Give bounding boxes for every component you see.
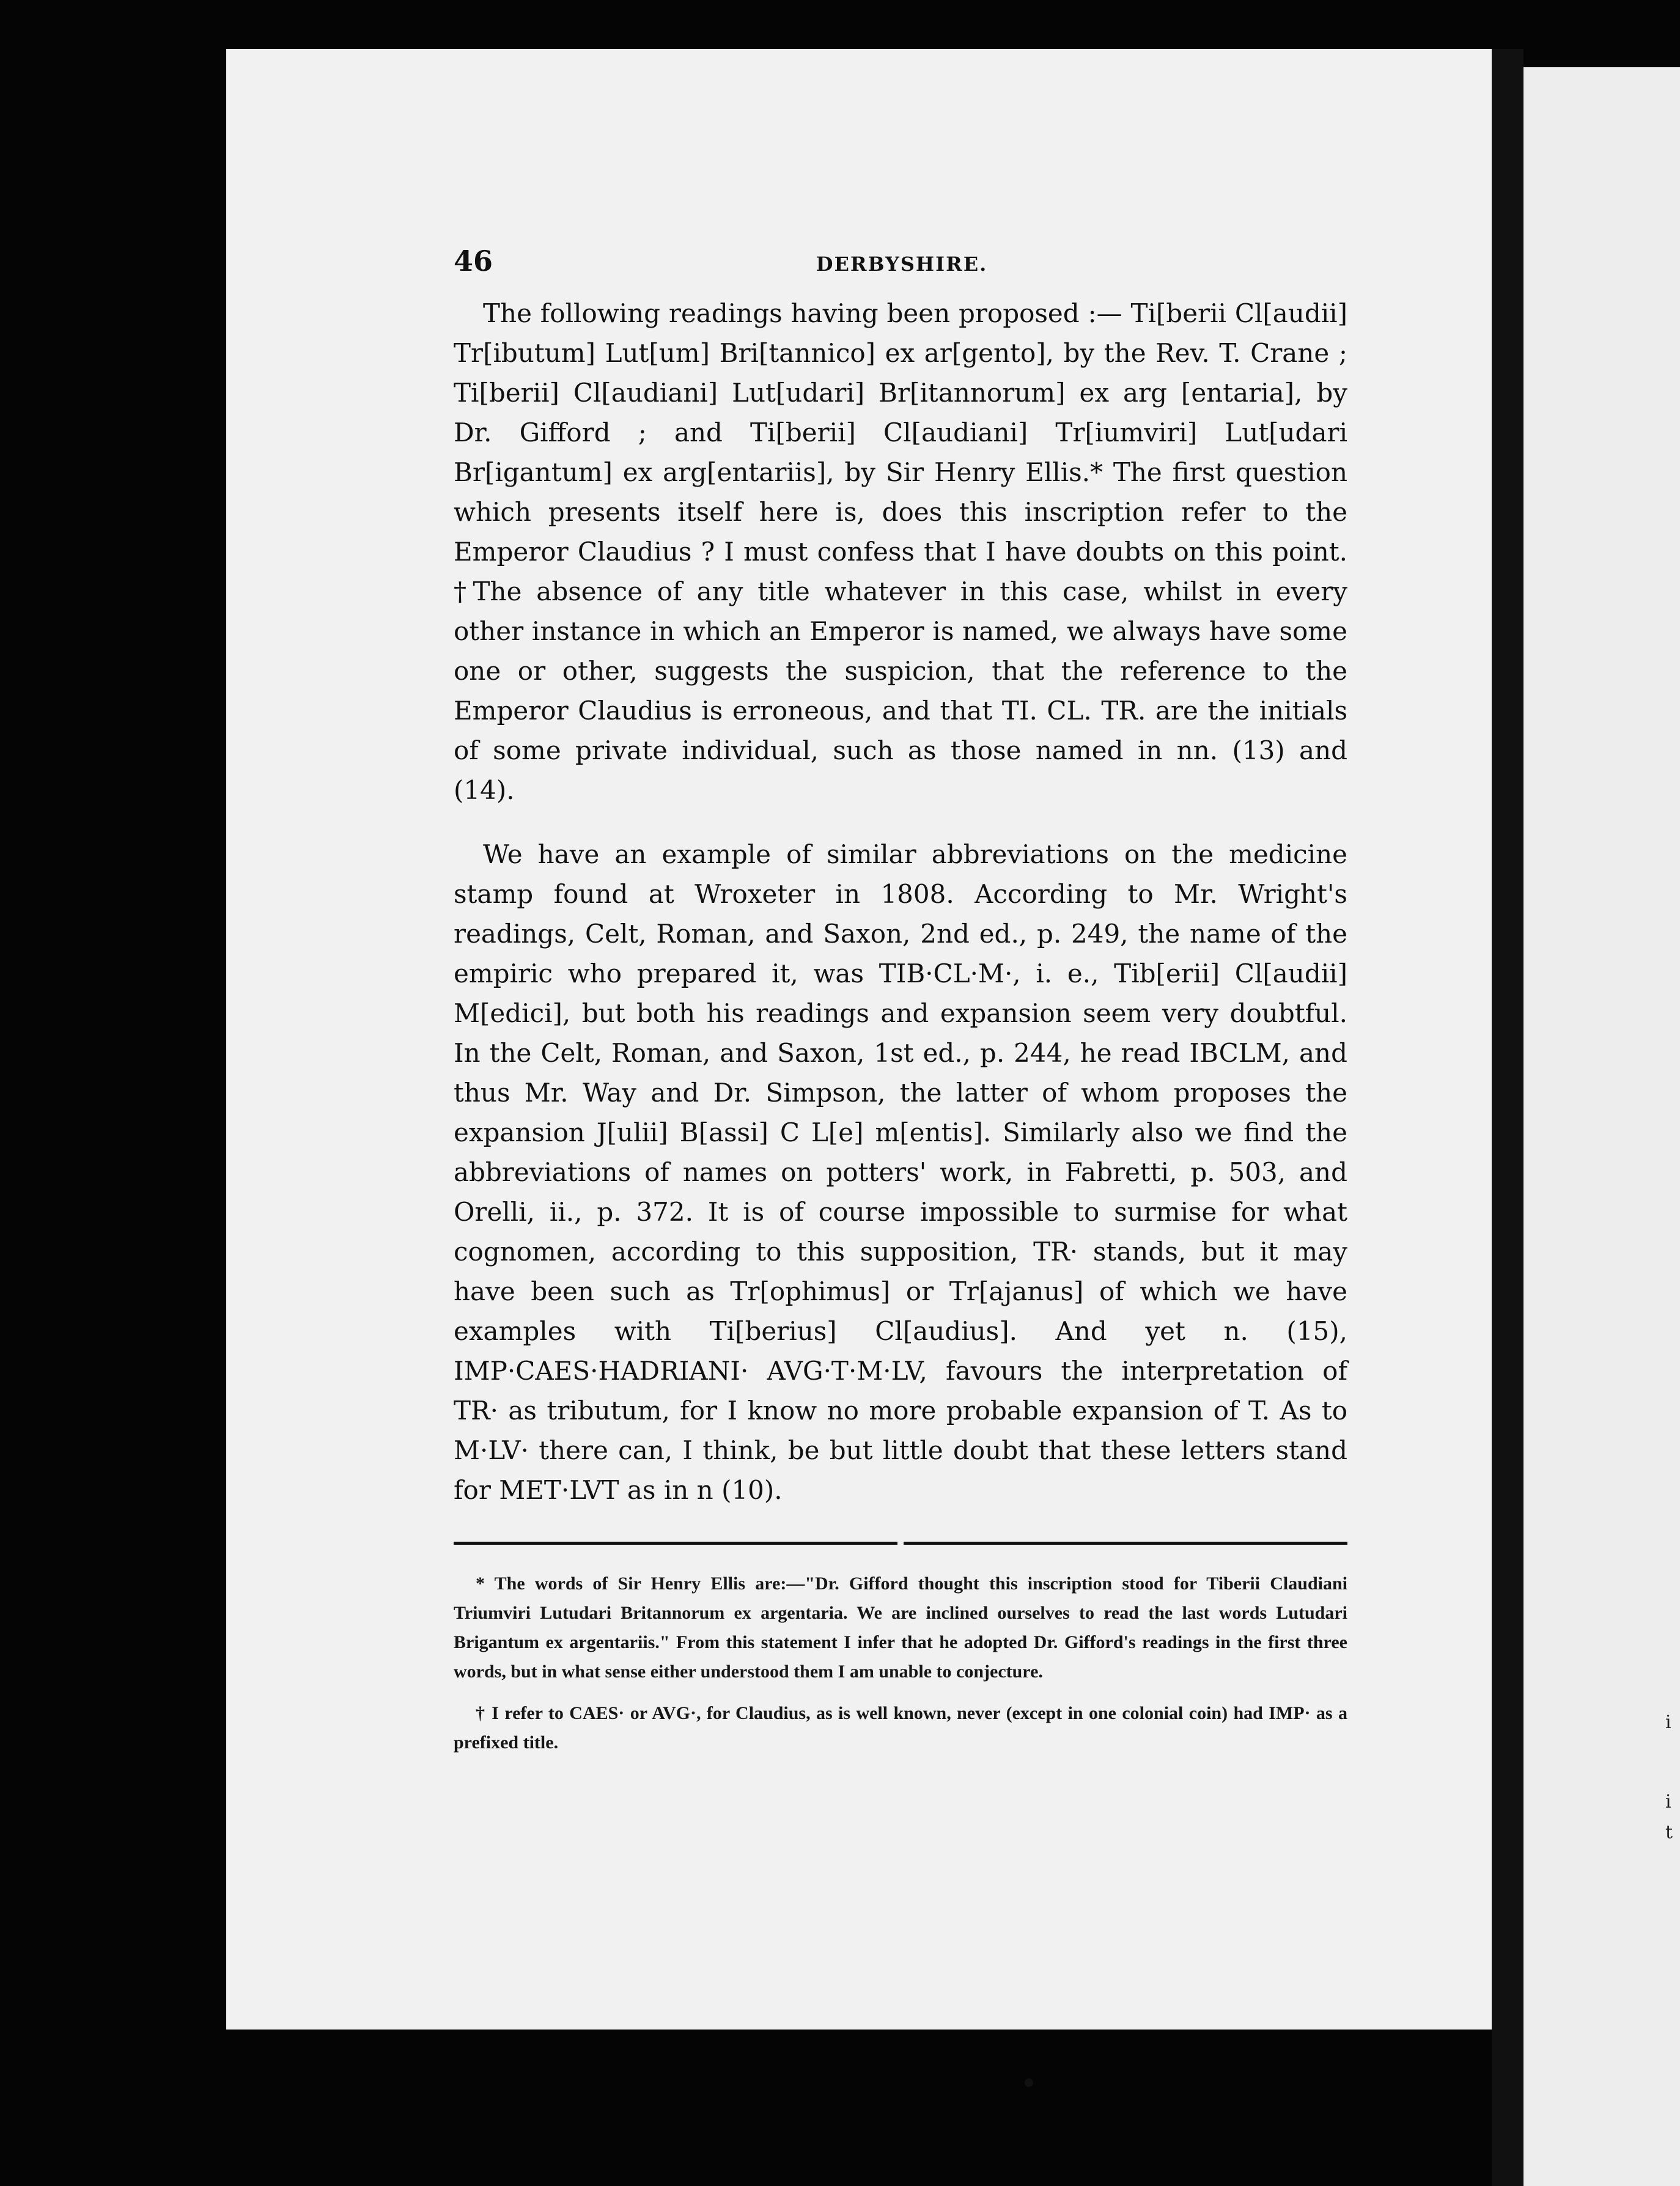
- footnote: * The words of Sir Henry Ellis are:—"Dr. Gifford thought this inscription stood for Tiberii Claudiani Triumviri Lutudari Britannorum ex argentaria. We are inclined ourselves to read the last words Lutudari Brigantum ex argentariis." From this statement I infer that he adopted Dr. Gifford's readings in the first three words, but in what sense either understood them I am unable to conjecture.: [454, 1573, 1347, 1682]
- page-number: 46: [454, 245, 493, 278]
- facing-page-fragment-mark: i: [1665, 1791, 1671, 1812]
- body-paragraph: The following readings having been proposed :— Ti[berii Cl[audii] Tr[ibutum] Lut[um] Bri[tannico] ex ar[gento], by the Rev. T. Crane ; Ti[berii] Cl[audiani] Lut[udari] Br[itannorum] ex arg [entaria], by Dr. Gifford ; and Ti[berii] Cl[audiani] Tr[iumviri] Lut[udari Br[igantum] ex arg[entariis], by Sir Henry Ellis.* The first question which presents itself here is, does this inscription refer to the Emperor Claudius ? I must confess that I have doubts on this point. †The absence of any title whatever in this case, whilst in every other instance in which an Emperor is named, we always have some one or other, suggests the suspicion, that the reference to the Emperor Claudius is erroneous, and that TI. CL. TR. are the initials of some private individual, such as those named in nn. (13) and (14).: [454, 298, 1347, 805]
- footnote: † I refer to CAES· or AVG·, for Claudius, as is well known, never (except in one colonial coin) had IMP· as a prefixed title.: [454, 1703, 1347, 1753]
- running-head: DERBYSHIRE.: [816, 252, 988, 276]
- separator-rule-left: [454, 1542, 897, 1545]
- scan-speck: [1025, 2078, 1033, 2087]
- gutter-shadow: [1492, 49, 1523, 2186]
- body-paragraph: We have an example of similar abbreviations on the medicine stamp found at Wroxeter in 1808. According to Mr. Wright's readings, Celt, Roman, and Saxon, 2nd ed., p. 249, the name of the empiric who prepared it, was TIB·CL·M·, i. e., Tib[erii] Cl[audii] M[edici], but both his readings and expansion seem very doubtful. In the Celt, Roman, and Saxon, 1st ed., p. 244, he read IBCLM, and thus Mr. Way and Dr. Simpson, the latter of whom proposes the expansion J[ulii] B[assi] C L[e] m[entis]. Similarly also we find the abbreviations of names on potters' work, in Fabretti, p. 503, and Orelli, ii., p. 372. It is of course impossible to surmise for what cognomen, according to this supposition, TR· stands, but it may have been such as Tr[ophimus] or Tr[ajanus] of which we have examples with Ti[berius] Cl[audius]. And yet n. (15), IMP·CAES·HADRIANI· AVG·T·M·LV, favours the interpretation of TR· as tributum, for I know no more probable expansion of T. As to M·LV· there can, I think, be but little doubt that these letters stand for MET·LVT as in n (10).: [454, 839, 1347, 1505]
- footnote-separator: [454, 1542, 1347, 1545]
- facing-page-edge: [1523, 67, 1680, 2186]
- facing-page-fragment-mark: i: [1665, 1712, 1671, 1733]
- page-text: [454, 245, 1347, 1757]
- separator-rule-right: [904, 1542, 1347, 1545]
- page-header: [454, 245, 1347, 293]
- facing-page-fragment-mark: t: [1665, 1822, 1673, 1843]
